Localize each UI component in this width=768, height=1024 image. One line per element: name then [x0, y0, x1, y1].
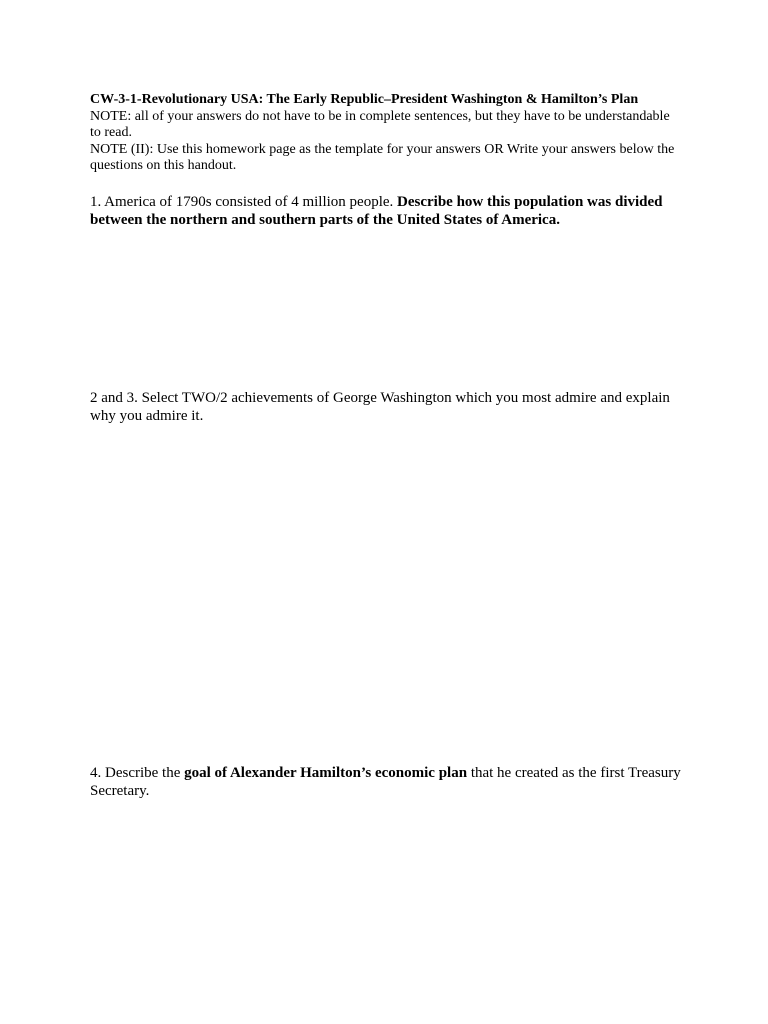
- question-1: [90, 193, 682, 229]
- note-instructions: NOTE: all of your answers do not have to be in complete sentences, but they have to be understandable to read.: [90, 108, 670, 140]
- question-4-text: 4. Describe the: [90, 765, 185, 781]
- question-4-emphasis: goal of Alexander Hamilton’s economic plan: [184, 765, 468, 781]
- question-2-3: [90, 389, 682, 425]
- question-1-emphasis: Describe how this population was divided between the northern and southern parts of the United States of America.: [90, 194, 663, 228]
- document-header: [90, 92, 682, 175]
- question-4-tail: that he created as the first Treasury Secretary.: [90, 765, 681, 799]
- question-2-3-text: 2 and 3. Select TWO/2 achievements of George Washington which you most admire and explain why you admire it.: [90, 390, 670, 424]
- note-template-instructions: NOTE (II): Use this homework page as the template for your answers OR Write your answers below the questions on this handout.: [90, 141, 675, 173]
- question-4: [90, 764, 682, 800]
- question-1-text: 1. America of 1790s consisted of 4 million people.: [90, 194, 398, 210]
- document-title: CW-3-1-Revolutionary USA: The Early Republic–President Washington & Hamilton’s Plan: [90, 92, 639, 107]
